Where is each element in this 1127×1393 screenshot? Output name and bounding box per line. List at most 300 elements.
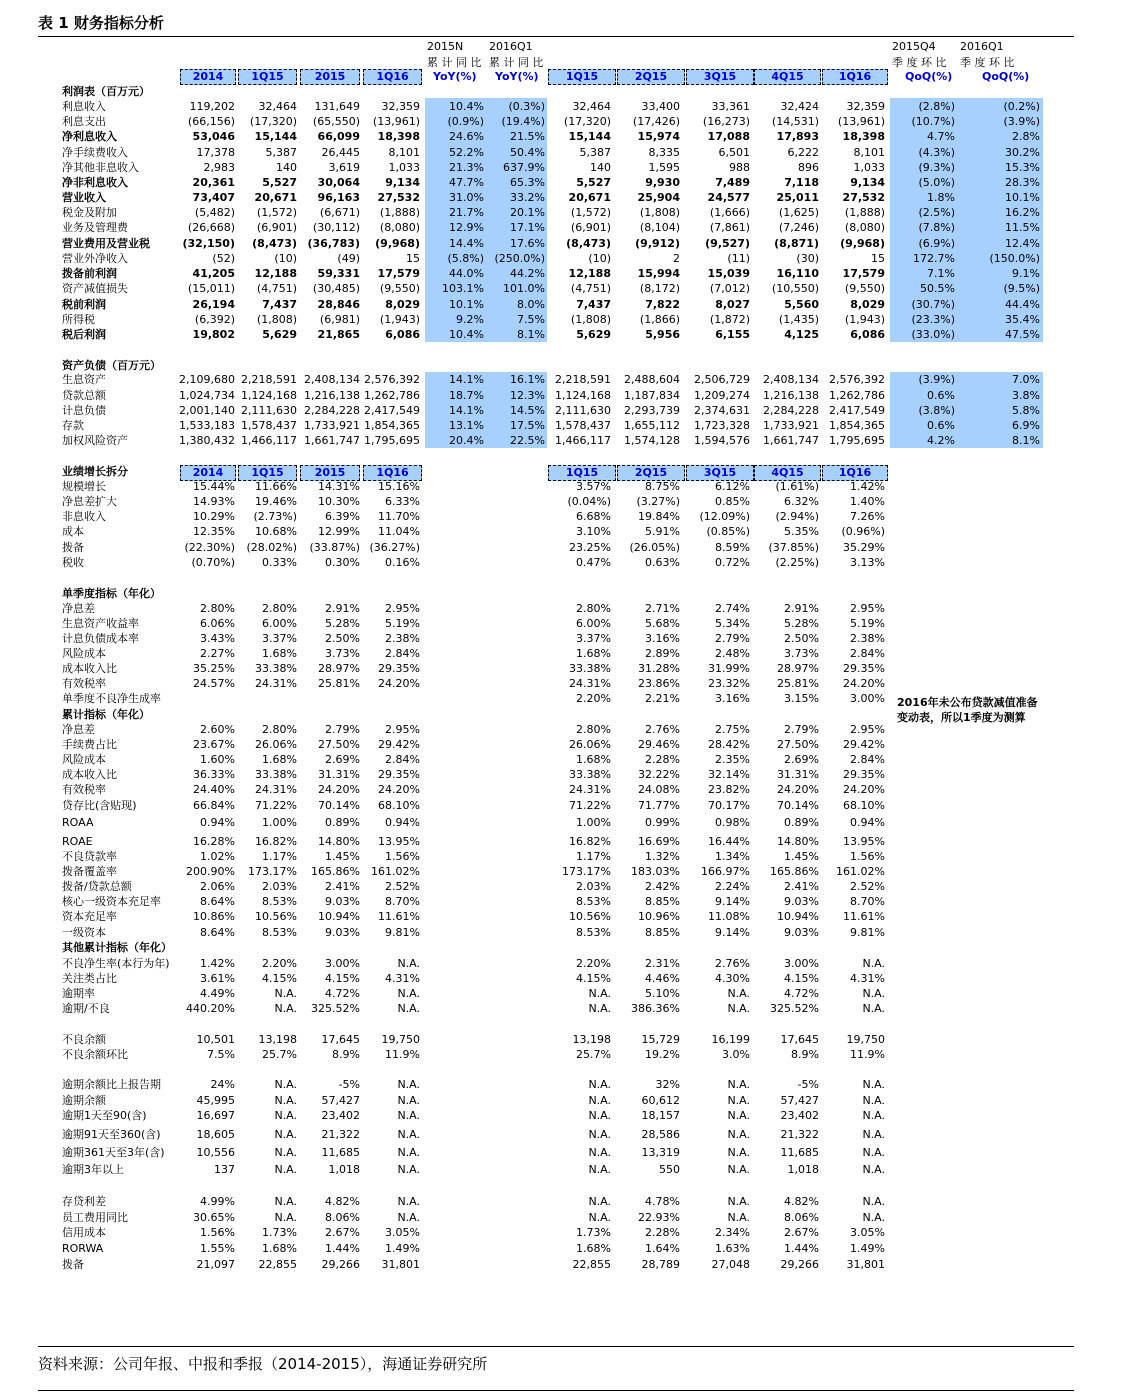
table-cell: (49) <box>337 252 360 265</box>
table-cell: (9,968) <box>375 237 420 250</box>
table-cell: 1,578,437 <box>555 419 611 432</box>
table-cell: 15 <box>406 252 420 265</box>
table-cell: N.A. <box>862 1078 885 1091</box>
table-cell: N.A. <box>862 1146 885 1159</box>
table-row <box>0 1241 1127 1256</box>
table-cell: 550 <box>659 1163 680 1176</box>
row-label: RORWA <box>62 1242 104 1255</box>
table-row <box>0 372 1127 387</box>
table-cell: (3.8%) <box>918 404 955 417</box>
row-label: 净非利息收入 <box>62 176 128 189</box>
table-cell: 0.72% <box>715 556 750 569</box>
table-cell: 11.61% <box>843 910 885 923</box>
table-cell: 2.95% <box>850 723 885 736</box>
table-row <box>0 1108 1127 1123</box>
header-annual-label: 2014 <box>192 466 224 479</box>
table-cell: 15,994 <box>637 267 680 280</box>
table-cell: 5,387 <box>579 146 611 159</box>
table-cell: 8.53% <box>576 895 611 908</box>
row-label: 资产负债（百万元） <box>62 359 161 372</box>
table-cell: 1,595 <box>648 161 680 174</box>
table-cell: 0.16% <box>385 556 420 569</box>
table-cell: 11.61% <box>378 910 420 923</box>
table-row <box>0 1032 1127 1047</box>
table-cell: 28.3% <box>1005 176 1040 189</box>
table-cell: 10.1% <box>1005 191 1040 204</box>
table-cell: 9.14% <box>715 926 750 939</box>
table-cell: 8.64% <box>200 895 235 908</box>
row-label: 逾期率 <box>62 987 95 1000</box>
table-cell: 24.20% <box>843 783 885 796</box>
table-cell: 2.89% <box>645 647 680 660</box>
header-annual-label: 1Q15 <box>251 466 284 479</box>
row-label: 利息收入 <box>62 100 106 113</box>
table-cell: 31,801 <box>846 1258 885 1271</box>
header-quarter-3 <box>754 69 821 85</box>
table-cell: 896 <box>798 161 819 174</box>
table-cell: 5.10% <box>645 987 680 1000</box>
note-line-1: 2016年未公布贷款减值准备 <box>897 696 1038 709</box>
table-cell: 13.1% <box>449 419 484 432</box>
table-cell: 31.31% <box>318 768 360 781</box>
table-cell: 2,001,140 <box>179 404 235 417</box>
table-row <box>0 864 1127 879</box>
table-cell: 2.52% <box>850 880 885 893</box>
table-cell: 4.15% <box>784 972 819 985</box>
table-cell: 24.6% <box>449 130 484 143</box>
table-row <box>0 661 1127 676</box>
table-cell: 1,574,128 <box>624 434 680 447</box>
table-cell: 2.91% <box>325 602 360 615</box>
table-cell: 14.1% <box>449 404 484 417</box>
table-cell: 1.64% <box>645 1242 680 1255</box>
table-cell: 1.68% <box>576 753 611 766</box>
table-cell: 1,533,183 <box>179 419 235 432</box>
table-cell: 8.53% <box>262 926 297 939</box>
table-cell: (13,961) <box>372 115 420 128</box>
table-cell: 29,266 <box>321 1258 360 1271</box>
table-cell: 10.4% <box>449 100 484 113</box>
table-cell: 15.16% <box>378 480 420 493</box>
row-label: 业务及管理费 <box>62 221 128 234</box>
table-cell: 28,586 <box>641 1128 680 1141</box>
table-cell: 24.08% <box>638 783 680 796</box>
table-row <box>0 555 1127 570</box>
table-cell: 0.98% <box>715 816 750 829</box>
table-cell: (22.30%) <box>184 541 235 554</box>
table-cell: 3.37% <box>576 632 611 645</box>
table-cell: 3.57% <box>576 480 611 493</box>
table-cell: 9.14% <box>715 895 750 908</box>
table-row <box>0 266 1127 281</box>
table-cell: (52) <box>212 252 235 265</box>
table-cell: 9,930 <box>645 176 680 189</box>
table-cell: 32,359 <box>381 100 420 113</box>
row-label: 一级资本 <box>62 926 106 939</box>
table-cell: 33.2% <box>510 191 545 204</box>
table-cell: (5.0%) <box>918 176 955 189</box>
table-cell: 4.82% <box>784 1195 819 1208</box>
table-cell: 18,157 <box>641 1109 680 1122</box>
table-cell: N.A. <box>727 1195 750 1208</box>
table-cell: (6,671) <box>319 206 360 219</box>
table-cell: 24.20% <box>843 677 885 690</box>
table-cell: 1,578,437 <box>241 419 297 432</box>
table-cell: 24.57% <box>193 677 235 690</box>
table-cell: 6.06% <box>200 617 235 630</box>
row-label: 有效税率 <box>62 677 106 690</box>
table-cell: 161.02% <box>371 865 420 878</box>
table-cell: 1.56% <box>385 850 420 863</box>
row-label: 计息负债成本率 <box>62 632 139 645</box>
table-cell: N.A. <box>274 1195 297 1208</box>
table-cell: 35.25% <box>193 662 235 675</box>
table-cell: N.A. <box>727 1146 750 1159</box>
table-cell: 23.67% <box>193 738 235 751</box>
table-cell: N.A. <box>727 1163 750 1176</box>
table-cell: 7.26% <box>850 510 885 523</box>
table-cell: 21.7% <box>449 206 484 219</box>
table-cell: 1,380,432 <box>179 434 235 447</box>
table-row <box>0 956 1127 971</box>
table-row <box>0 782 1127 797</box>
table-cell: 19.84% <box>638 510 680 523</box>
table-cell: 14.93% <box>193 495 235 508</box>
table-cell: 7,437 <box>262 298 297 311</box>
table-cell: (0.2%) <box>1003 100 1040 113</box>
table-row <box>0 494 1127 509</box>
table-cell: N.A. <box>588 1128 611 1141</box>
table-cell: 172.7% <box>913 252 955 265</box>
table-cell: 70.17% <box>708 799 750 812</box>
table-cell: 1.56% <box>850 850 885 863</box>
table-cell: 6.32% <box>784 495 819 508</box>
table-cell: (8,080) <box>379 221 420 234</box>
table-cell: N.A. <box>397 1211 420 1224</box>
table-row <box>0 1194 1127 1209</box>
row-label: 净息差扩大 <box>62 495 117 508</box>
header-annual-label: 1Q16 <box>376 70 409 83</box>
row-label: 员工费用同比 <box>62 1211 128 1224</box>
table-cell: 1,661,747 <box>763 434 819 447</box>
table-cell: 5,387 <box>265 146 297 159</box>
table-cell: 1,854,365 <box>829 419 885 432</box>
table-cell: 5,956 <box>645 328 680 341</box>
table-cell: 4.31% <box>850 972 885 985</box>
table-row <box>0 986 1127 1001</box>
table-cell: (3.9%) <box>918 373 955 386</box>
table-cell: 21,322 <box>780 1128 819 1141</box>
table-cell: 13.95% <box>843 835 885 848</box>
table-cell: 23.32% <box>708 677 750 690</box>
table-cell: (8,871) <box>774 237 819 250</box>
table-cell: 165.86% <box>770 865 819 878</box>
table-cell: 27,048 <box>711 1258 750 1271</box>
table-cell: 1.60% <box>200 753 235 766</box>
table-cell: 2.69% <box>784 753 819 766</box>
table-cell: (1,808) <box>639 206 680 219</box>
table-cell: 8.06% <box>784 1211 819 1224</box>
table-cell: 2.79% <box>784 723 819 736</box>
table-cell: (32,150) <box>182 237 235 250</box>
table-cell: N.A. <box>727 1094 750 1107</box>
table-row <box>0 925 1127 940</box>
table-cell: N.A. <box>588 1078 611 1091</box>
table-cell: 6,222 <box>787 146 819 159</box>
table-cell: 23.25% <box>569 541 611 554</box>
table-cell: 2.20% <box>576 957 611 970</box>
table-cell: 17,579 <box>842 267 885 280</box>
table-cell: 3,619 <box>328 161 360 174</box>
table-cell: 4.82% <box>325 1195 360 1208</box>
table-cell: 23.82% <box>708 783 750 796</box>
table-cell: (11) <box>727 252 750 265</box>
table-cell: 7.5% <box>207 1048 235 1061</box>
table-cell: 5,527 <box>576 176 611 189</box>
table-cell: 2.41% <box>325 880 360 893</box>
table-cell: 2,506,729 <box>694 373 750 386</box>
table-cell: 1,466,117 <box>555 434 611 447</box>
table-cell: 2.50% <box>784 632 819 645</box>
table-cell: 2,111,630 <box>241 404 297 417</box>
table-cell: 25.81% <box>777 677 819 690</box>
table-cell: (9.3%) <box>918 161 955 174</box>
table-cell: 166.97% <box>701 865 750 878</box>
table-cell: 22.93% <box>638 1211 680 1224</box>
table-cell: 1,216,138 <box>304 389 360 402</box>
table-cell: 325.52% <box>770 1002 819 1015</box>
table-cell: 24.20% <box>318 783 360 796</box>
table-cell: 24.20% <box>378 783 420 796</box>
table-cell: 6.12% <box>715 480 750 493</box>
table-cell: 3.15% <box>784 692 819 705</box>
table-cell: 2,284,228 <box>304 404 360 417</box>
table-cell: 2.91% <box>784 602 819 615</box>
table-cell: 1.45% <box>784 850 819 863</box>
row-label: 净其他非息收入 <box>62 161 139 174</box>
table-cell: N.A. <box>862 1109 885 1122</box>
table-cell: 23,402 <box>321 1109 360 1122</box>
table-cell: (1,888) <box>379 206 420 219</box>
table-cell: 8.0% <box>517 298 545 311</box>
table-cell: 30.65% <box>193 1211 235 1224</box>
table-cell: 17.6% <box>510 237 545 250</box>
table-cell: 19,750 <box>846 1033 885 1046</box>
table-cell: 1,795,695 <box>364 434 420 447</box>
table-cell: 8,029 <box>385 298 420 311</box>
table-cell: 1,661,747 <box>304 434 360 447</box>
table-cell: 31.31% <box>777 768 819 781</box>
table-cell: (14,531) <box>771 115 819 128</box>
table-cell: 29,266 <box>780 1258 819 1271</box>
row-label: 信用成本 <box>62 1226 106 1239</box>
table-row <box>0 114 1127 129</box>
table-cell: 16.44% <box>708 835 750 848</box>
table-cell: 32.22% <box>638 768 680 781</box>
table-cell: 30,064 <box>317 176 360 189</box>
table-cell: N.A. <box>727 1078 750 1091</box>
row-label: 业绩增长拆分 <box>62 465 128 478</box>
table-cell: 4.72% <box>784 987 819 1000</box>
table-cell: (30.7%) <box>911 298 955 311</box>
table-cell: 1.68% <box>576 647 611 660</box>
table-cell: 17,893 <box>776 130 819 143</box>
table-cell: (2.94%) <box>775 510 819 523</box>
header-quarter-4 <box>822 69 888 85</box>
table-cell: 8.06% <box>325 1211 360 1224</box>
table-cell: (1,888) <box>844 206 885 219</box>
table-cell: (19.4%) <box>501 115 545 128</box>
table-cell: (8,104) <box>639 221 680 234</box>
table-cell: (1,808) <box>256 313 297 326</box>
table-cell: 2.41% <box>784 880 819 893</box>
table-row <box>0 1162 1127 1177</box>
row-label: 不良净生率(本行为年) <box>62 957 170 970</box>
section-header <box>0 586 1127 601</box>
table-cell: 23.86% <box>638 677 680 690</box>
table-cell: 71.22% <box>569 799 611 812</box>
table-cell: 0.94% <box>200 816 235 829</box>
section-header <box>0 464 1127 479</box>
table-cell: 1.55% <box>200 1242 235 1255</box>
row-label: 不良余额 <box>62 1033 106 1046</box>
table-cell: N.A. <box>274 1146 297 1159</box>
table-cell: 2.67% <box>325 1226 360 1239</box>
table-cell: (4,751) <box>256 282 297 295</box>
top-rule <box>38 36 1074 37</box>
row-label: 逾期/不良 <box>62 1002 110 1015</box>
table-cell: 2,293,739 <box>624 404 680 417</box>
table-cell: 2,111,630 <box>555 404 611 417</box>
table-cell: 12.9% <box>449 221 484 234</box>
table-cell: 2,576,392 <box>364 373 420 386</box>
table-cell: 10.96% <box>638 910 680 923</box>
header-annual-label: 1Q15 <box>251 70 284 83</box>
row-label: ROAE <box>62 835 93 848</box>
table-cell: 8,029 <box>850 298 885 311</box>
header-qoq-label-2: 季 度 环 比 <box>960 56 1015 69</box>
table-cell: 33.38% <box>569 768 611 781</box>
table-cell: 8,335 <box>648 146 680 159</box>
table-cell: (30,112) <box>312 221 360 234</box>
table-cell: (37.85%) <box>768 541 819 554</box>
header-yoy-label-1: 累 计 同 比 <box>427 56 482 69</box>
table-cell: 5,629 <box>576 328 611 341</box>
table-row <box>0 1210 1127 1225</box>
table-cell: 10.94% <box>318 910 360 923</box>
table-cell: 440.20% <box>186 1002 235 1015</box>
table-cell: 16,110 <box>776 267 819 280</box>
table-cell: 6.00% <box>262 617 297 630</box>
table-cell: 1,033 <box>388 161 420 174</box>
table-cell: (2.8%) <box>918 100 955 113</box>
table-cell: 5,629 <box>262 328 297 341</box>
table-cell: 1.68% <box>576 1242 611 1255</box>
table-cell: (1,943) <box>844 313 885 326</box>
source-note: 资料来源：公司年报、中报和季报（2014-2015），海通证券研究所 <box>38 1355 488 1373</box>
header-2016Q1: 2016Q1 <box>489 40 533 53</box>
header-yoy-1: YoY(%) <box>495 70 539 83</box>
table-cell: (15,011) <box>187 282 235 295</box>
row-label: 存贷利差 <box>62 1195 106 1208</box>
header-annual-label: 2015 <box>314 70 346 83</box>
table-cell: 2.80% <box>200 602 235 615</box>
table-cell: (28.02%) <box>246 541 297 554</box>
table-cell: 3.73% <box>325 647 360 660</box>
table-cell: 4.30% <box>715 972 750 985</box>
table-row <box>0 849 1127 864</box>
row-label: 营业费用及营业税 <box>62 237 150 250</box>
header-2015Q4: 2015Q4 <box>892 40 936 53</box>
table-cell: (2.5%) <box>918 206 955 219</box>
table-cell: 2.20% <box>262 957 297 970</box>
header-quarter-label: 3Q15 <box>703 70 737 83</box>
table-cell: 22,855 <box>572 1258 611 1271</box>
table-cell: 18.7% <box>449 389 484 402</box>
header-annual-2 <box>300 69 360 85</box>
table-cell: 386.36% <box>631 1002 680 1015</box>
table-cell: N.A. <box>588 1146 611 1159</box>
table-cell: 32,359 <box>846 100 885 113</box>
table-cell: 33,361 <box>711 100 750 113</box>
row-label: 逾期3年以上 <box>62 1163 124 1176</box>
table-cell: (1,625) <box>778 206 819 219</box>
table-cell: N.A. <box>397 1078 420 1091</box>
table-cell: 9.03% <box>784 895 819 908</box>
table-cell: 66,099 <box>317 130 360 143</box>
table-cell: 0.85% <box>715 495 750 508</box>
table-cell: 1,854,365 <box>364 419 420 432</box>
table-cell: (6,901) <box>256 221 297 234</box>
table-cell: 44.4% <box>1005 298 1040 311</box>
table-row <box>0 236 1127 251</box>
table-cell: N.A. <box>862 1163 885 1176</box>
table-cell: 71.77% <box>638 799 680 812</box>
table-cell: 8.75% <box>645 480 680 493</box>
table-row <box>0 388 1127 403</box>
row-label: 拨备前利润 <box>62 267 117 280</box>
table-cell: 5.19% <box>385 617 420 630</box>
table-cell: 6.9% <box>1012 419 1040 432</box>
table-cell: 30.2% <box>1005 146 1040 159</box>
table-cell: 6.00% <box>576 617 611 630</box>
table-cell: 27,532 <box>377 191 420 204</box>
table-cell: 12.35% <box>193 525 235 538</box>
table-cell: 32,464 <box>258 100 297 113</box>
table-cell: (1,572) <box>570 206 611 219</box>
table-cell: 36.33% <box>193 768 235 781</box>
table-row <box>0 798 1127 813</box>
table-cell: 2.35% <box>715 753 750 766</box>
table-cell: (9,527) <box>705 237 750 250</box>
table-cell: 2.95% <box>850 602 885 615</box>
row-label: 逾期361天至3年(含) <box>62 1146 165 1159</box>
table-cell: 28,846 <box>317 298 360 311</box>
table-cell: 3.0% <box>722 1048 750 1061</box>
table-cell: 3.10% <box>576 525 611 538</box>
table-cell: 17,645 <box>780 1033 819 1046</box>
row-label: 营业外净收入 <box>62 252 128 265</box>
table-cell: N.A. <box>862 1195 885 1208</box>
table-cell: 2.38% <box>385 632 420 645</box>
table-row <box>0 281 1127 296</box>
table-row <box>0 971 1127 986</box>
table-cell: 3.05% <box>850 1226 885 1239</box>
table-cell: 140 <box>276 161 297 174</box>
row-label: 资产减值损失 <box>62 282 128 295</box>
table-cell: 24.31% <box>255 783 297 796</box>
table-cell: 50.4% <box>510 146 545 159</box>
